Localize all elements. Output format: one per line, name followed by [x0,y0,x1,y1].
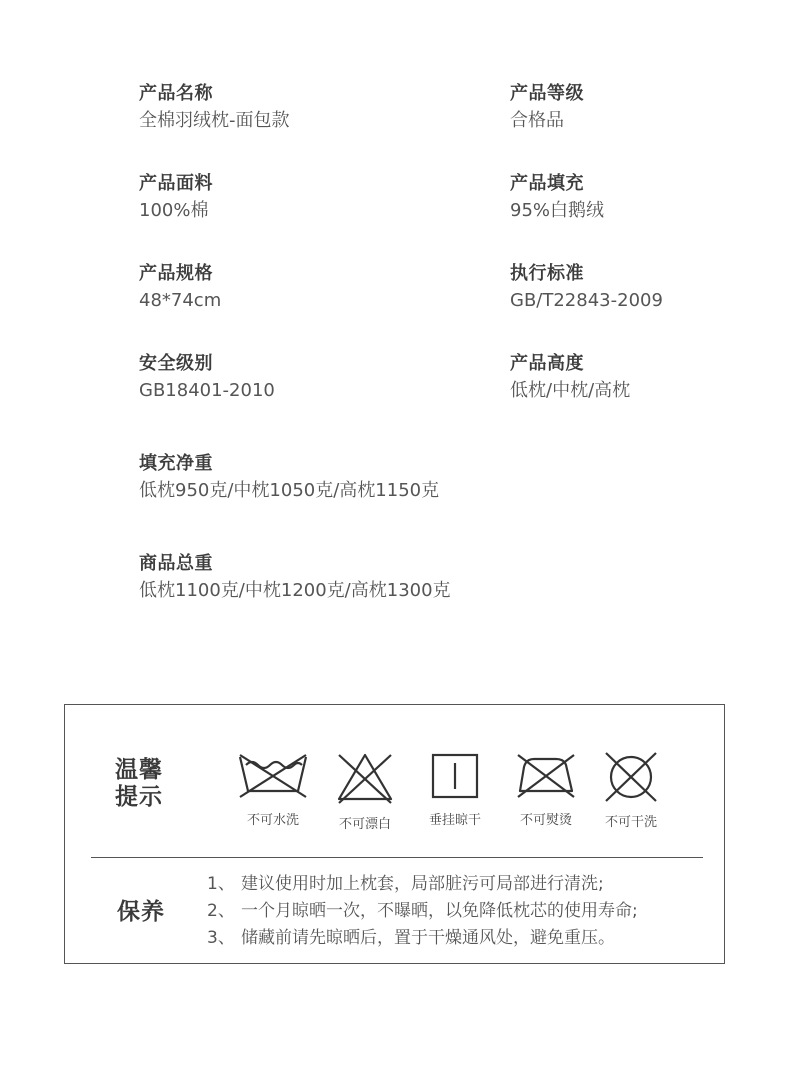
care-item-text: 一个月晾晒一次，不曝晒，以免降低枕芯的使用寿命; [241,901,638,921]
spec-label: 产品名称 [139,83,213,104]
spec-net-weight [139,452,439,504]
no-dry-clean-icon [602,751,660,803]
spec-label: 产品规格 [139,263,213,284]
icon-caption: 不可干洗 [604,815,657,830]
spec-safety-level [139,352,275,404]
spec-label: 商品总重 [139,553,213,574]
care-item-text: 建议使用时加上枕套，局部脏污可局部进行清洗; [241,874,604,894]
icon-caption: 不可熨烫 [519,813,572,828]
no-bleach-icon [333,751,397,805]
care-item [207,898,638,925]
spec-value: 95%白鹅绒 [510,200,605,221]
spec-product-grade [510,82,584,134]
icon-caption: 不可漂白 [338,817,391,832]
spec-value: 48*74cm [139,290,222,311]
care-symbol-no-bleach [323,751,407,832]
divider [91,857,703,858]
care-item-text: 储藏前请先晾晒后，置于干燥通风处，避免重压。 [241,928,615,948]
care-tips-box [64,704,725,964]
spec-label: 产品高度 [510,353,584,374]
spec-label: 执行标准 [510,263,584,284]
care-item-number: 2、 [207,901,235,921]
no-wash-icon [236,751,310,801]
spec-value: 低枕950克/中枕1050克/高枕1150克 [139,480,440,501]
spec-label: 填充净重 [139,453,213,474]
care-symbol-no-iron [504,751,588,828]
spec-size [139,262,221,314]
tips-title-line2: 提示 [115,784,163,810]
spec-gross-weight [139,552,451,604]
spec-label: 产品面料 [139,173,213,194]
spec-label: 产品填充 [510,173,584,194]
icon-caption: 垂挂晾干 [428,813,481,828]
spec-product-name [139,82,290,134]
spec-label: 安全级别 [139,353,213,374]
spec-value: 低枕1100克/中枕1200克/高枕1300克 [139,580,451,601]
spec-value: 合格品 [510,110,564,131]
spec-height [510,352,630,404]
spec-value: GB18401-2010 [139,380,275,401]
care-symbol-hang-dry [413,751,497,828]
spec-value: 100%棉 [139,200,209,221]
spec-value: 全棉羽绒枕-面包款 [139,110,290,131]
spec-standard [510,262,663,314]
spec-fabric [139,172,213,224]
care-symbol-no-wash [231,751,315,828]
care-title: 保养 [117,899,165,925]
spec-label: 产品等级 [510,83,584,104]
care-item-number: 1、 [207,874,235,894]
care-symbol-no-dry-clean [589,751,673,830]
care-item [207,871,638,898]
spec-value: 低枕/中枕/高枕 [510,380,631,401]
no-iron-icon [514,751,578,801]
care-item-number: 3、 [207,928,235,948]
hang-dry-icon [430,751,480,801]
spec-filling [510,172,604,224]
care-item [207,925,638,952]
tips-title [115,757,163,811]
tips-title-line1: 温馨 [115,757,163,783]
spec-value: GB/T22843-2009 [510,290,663,311]
icon-caption: 不可水洗 [246,813,299,828]
care-list [207,871,638,952]
